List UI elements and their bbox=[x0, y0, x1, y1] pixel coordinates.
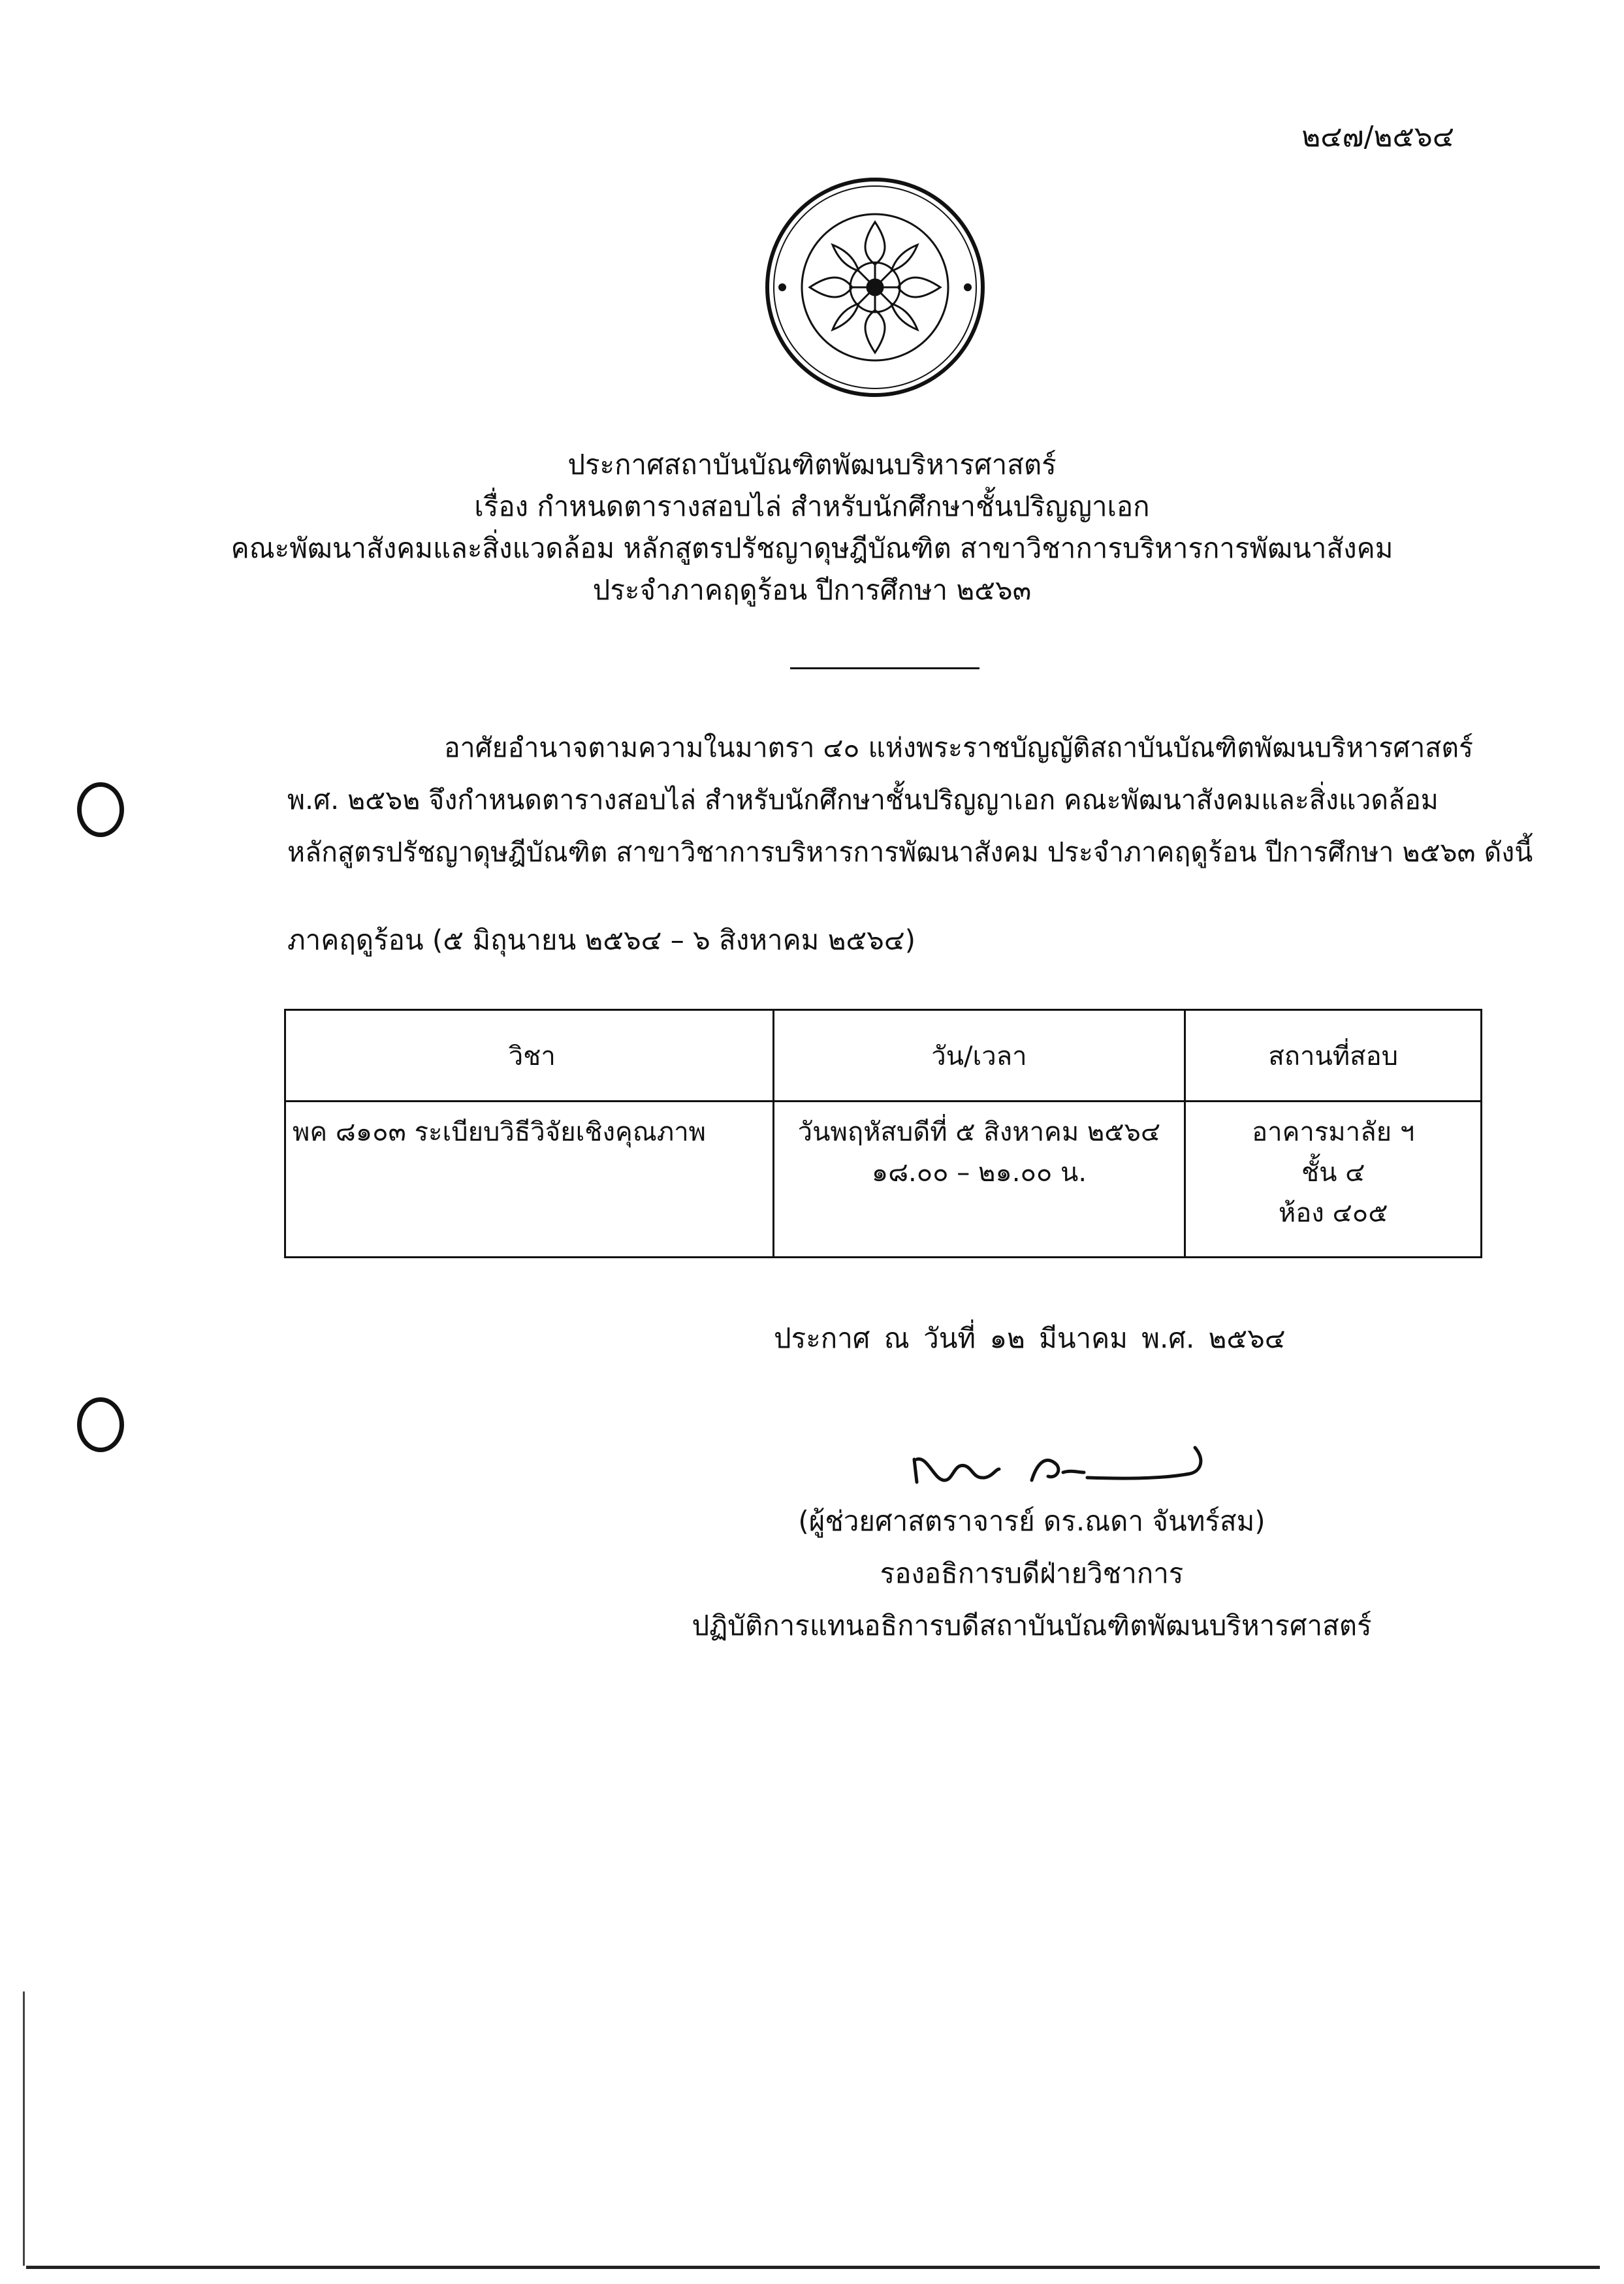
venue-building: อาคารมาลัย ฯ bbox=[1252, 1117, 1415, 1147]
document-number: ๒๔๗/๒๕๖๔ bbox=[1301, 120, 1454, 153]
signatory-position: รองอธิการบดีฝ่ายวิชาการ bbox=[880, 1557, 1184, 1589]
table-header-row bbox=[285, 1010, 1482, 1102]
exam-schedule-table bbox=[284, 1009, 1482, 1258]
announcement-date: ประกาศ ณ วันที่ ๑๒ มีนาคม พ.ศ. ๒๕๖๔ bbox=[774, 1322, 1286, 1354]
venue-floor: ชั้น ๔ bbox=[1301, 1158, 1365, 1188]
semester-period: ภาคฤดูร้อน (๕ มิถุนายน ๒๕๖๔ – ๖ สิงหาคม ๒๕๖๔) bbox=[287, 924, 916, 956]
exam-time: ๑๘.๐๐ – ๒๑.๐๐ น. bbox=[871, 1158, 1087, 1188]
scan-bottom-border bbox=[26, 2266, 1600, 2269]
header-line-3: คณะพัฒนาสังคมและสิ่งแวดล้อม หลักสูตรปรัชญาดุษฎีบัณฑิต สาขาวิชาการบริหารการพัฒนาสังคม bbox=[231, 532, 1393, 564]
cell-venue bbox=[1185, 1102, 1482, 1258]
announcement-header bbox=[0, 444, 1624, 611]
handwritten-signature bbox=[908, 1433, 1208, 1495]
subject-text: พค ๘๑๐๓ ระเบียบวิธีวิจัยเชิงคุณภาพ bbox=[293, 1117, 707, 1147]
header-line-2: เรื่อง กำหนดตารางสอบไล่ สำหรับนักศึกษาชั้นปริญญาเอก bbox=[474, 490, 1150, 522]
body-line-2: พ.ศ. ๒๕๖๒ จึงกำหนดตารางสอบไล่ สำหรับนักศึกษาชั้นปริญญาเอก คณะพัฒนาสังคมและสิ่งแวดล้อม bbox=[287, 784, 1439, 816]
cell-subject bbox=[285, 1102, 774, 1258]
signatory-name: (ผู้ช่วยศาสตราจารย์ ดร.ณดา จันทร์สม) bbox=[798, 1505, 1266, 1537]
venue-room: ห้อง ๔๐๕ bbox=[1278, 1198, 1388, 1228]
punch-hole-top bbox=[77, 782, 124, 837]
column-header-datetime: วัน/เวลา bbox=[773, 1010, 1185, 1102]
exam-date: วันพฤหัสบดีที่ ๕ สิงหาคม ๒๕๖๔ bbox=[797, 1117, 1161, 1147]
header-line-4: ประจำภาคฤดูร้อน ปีการศึกษา ๒๕๖๓ bbox=[592, 574, 1032, 606]
cell-datetime bbox=[773, 1102, 1185, 1258]
title-divider bbox=[790, 667, 979, 669]
institution-seal-emblem bbox=[764, 176, 986, 398]
column-header-subject: วิชา bbox=[285, 1010, 774, 1102]
header-line-1: ประกาศสถาบันบัณฑิตพัฒนบริหารศาสตร์ bbox=[567, 449, 1057, 481]
column-header-venue: สถานที่สอบ bbox=[1185, 1010, 1482, 1102]
signatory-acting-position: ปฏิบัติการแทนอธิการบดีสถาบันบัณฑิตพัฒนบริหารศาสตร์ bbox=[692, 1610, 1372, 1642]
body-line-3: หลักสูตรปรัชญาดุษฎีบัณฑิต สาขาวิชาการบริหารการพัฒนาสังคม ประจำภาคฤดูร้อน ปีการศึกษา ๒๕๖๓ ดังนี้ bbox=[287, 836, 1533, 868]
table-row bbox=[285, 1102, 1482, 1258]
punch-hole-bottom bbox=[77, 1397, 124, 1452]
body-line-1: อาศัยอำนาจตามความในมาตรา ๔๐ แห่งพระราชบัญญัติสถาบันบัณฑิตพัฒนบริหารศาสตร์ bbox=[444, 732, 1473, 763]
scan-edge-line bbox=[23, 1991, 25, 2266]
